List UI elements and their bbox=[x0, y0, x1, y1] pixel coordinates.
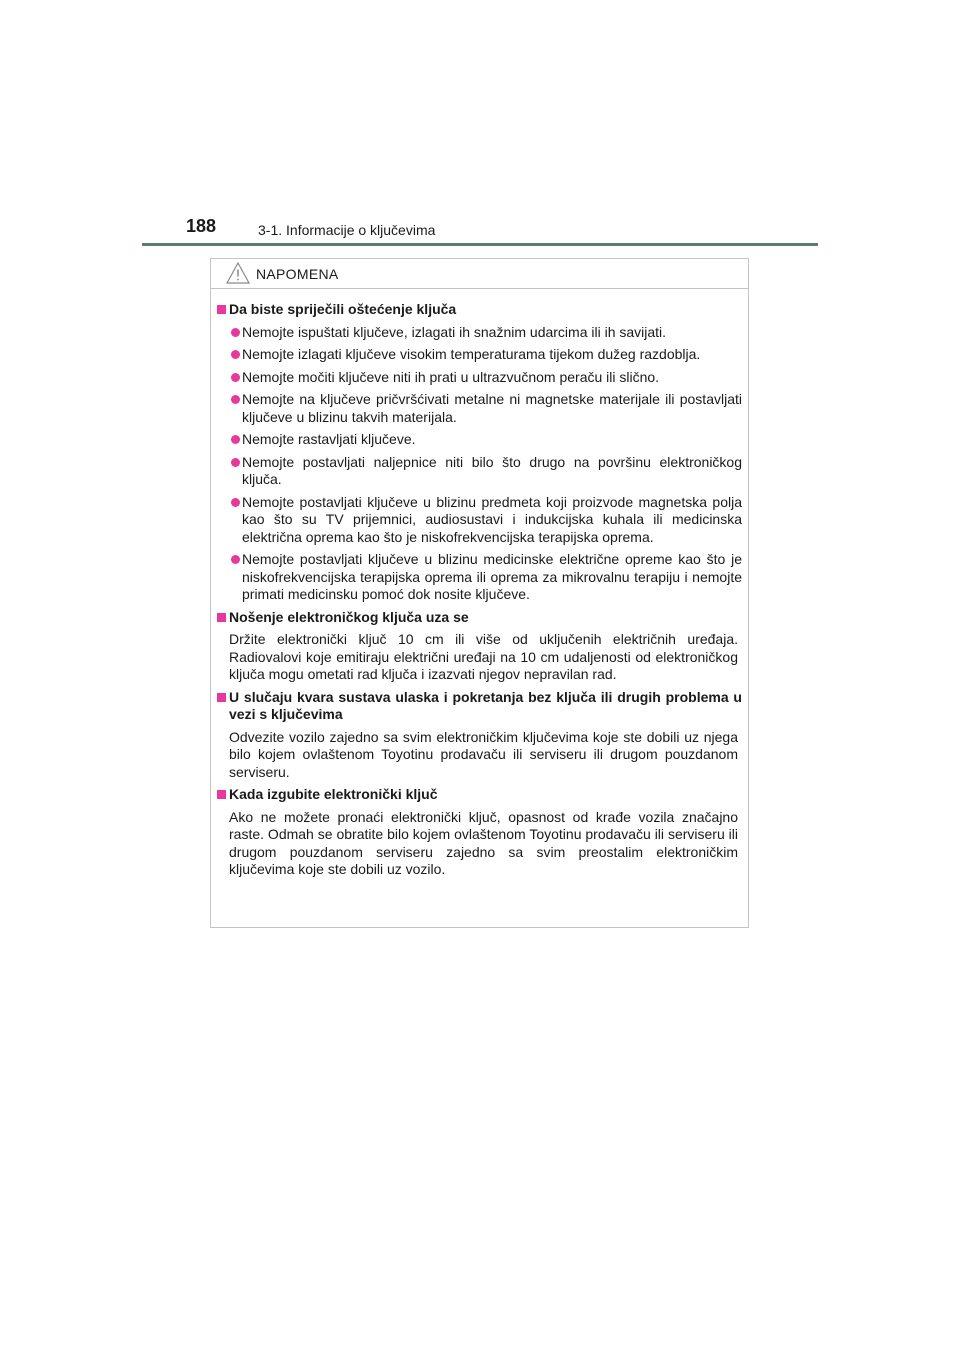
square-bullet-icon bbox=[217, 305, 226, 314]
notice-label: NAPOMENA bbox=[256, 266, 339, 282]
notice-body bbox=[211, 289, 748, 879]
topic-title bbox=[217, 786, 742, 804]
round-bullet-icon bbox=[231, 435, 240, 444]
topic-paragraph: Ako ne možete pronaći elektronički ključ, opasnost od krađe vozila značajno raste. Odmah se obratite bilo kojem ovlaštenom Toyotinu prodavaču ili serviseru ili drugom pouzdanom serviseru zajedno sa svim preostalim elektroničkim ključevima koje ste dobili uz vozilo. bbox=[229, 808, 738, 877]
list-item-text: Nemojte rastavljati ključeve. bbox=[242, 431, 416, 447]
round-bullet-icon bbox=[231, 458, 240, 467]
topic-title bbox=[217, 301, 742, 319]
topic-system-malfunction bbox=[217, 689, 742, 782]
list-item-text: Nemojte postavljati ključeve u blizinu predmeta koji proizvode magnetska polja kao što su TV prijemnici, audiosustavi i indukcijska kuhala ili medicinska električna oprema kao što je niskofrekvencijska terapijska oprema. bbox=[242, 493, 742, 545]
round-bullet-icon bbox=[231, 350, 240, 359]
header-rule bbox=[142, 243, 818, 246]
square-bullet-icon bbox=[217, 693, 226, 702]
list-item bbox=[217, 551, 742, 604]
topic-title-text: Kada izgubite elektronički ključ bbox=[229, 786, 438, 802]
list-item-text: Nemojte postavljati naljepnice niti bilo što drugo na površinu elektroničkog ključa. bbox=[242, 453, 742, 487]
list-item bbox=[217, 454, 742, 489]
topic-paragraph: Odvezite vozilo zajedno sa svim elektroničkim ključevima koje ste dobili uz njega bilo kojem ovlaštenom Toyotinu prodavaču ili serviseru ili drugom pouzdanom serviseru. bbox=[229, 728, 738, 780]
list-item bbox=[217, 431, 742, 449]
section-title: 3-1. Informacije o ključevima bbox=[258, 222, 436, 238]
list-item bbox=[217, 391, 742, 426]
list-item-text: Nemojte izlagati ključeve visokim temperaturama tijekom dužeg razdoblja. bbox=[242, 346, 701, 362]
round-bullet-icon bbox=[231, 555, 240, 564]
topic-title-text: Da biste spriječili oštećenje ključa bbox=[229, 301, 457, 317]
square-bullet-icon bbox=[217, 790, 226, 799]
topic-title bbox=[217, 609, 742, 627]
list-item bbox=[217, 346, 742, 364]
notice-box bbox=[210, 258, 749, 928]
square-bullet-icon bbox=[217, 613, 226, 622]
list-item-text: Nemojte ispuštati ključeve, izlagati ih snažnim udarcima ili ih savijati. bbox=[242, 323, 667, 340]
topic-title bbox=[217, 689, 742, 724]
topic-title-text: Nošenje elektroničkog ključa uza se bbox=[229, 608, 469, 625]
list-item-text: Nemojte močiti ključeve niti ih prati u ultrazvučnom peraču ili slično. bbox=[242, 368, 660, 385]
topic-paragraph: Držite elektronički ključ 10 cm ili više od uključenih električnih uređaja. Radiovalovi koje emitiraju električni uređaji na 10 cm udaljenosti od elektroničkog ključa mogu ometati rad ključa i izazvati njegov nepravilan rad. bbox=[229, 631, 738, 682]
topic-lost-key bbox=[217, 786, 742, 879]
page-number: 188 bbox=[186, 216, 217, 236]
round-bullet-icon bbox=[231, 498, 240, 507]
list-item bbox=[217, 324, 742, 342]
list-item bbox=[217, 369, 742, 387]
topic-key-damage bbox=[217, 301, 742, 604]
list-item-text: Nemojte postavljati ključeve u blizinu medicinske električne opreme kao što je niskofrekvencijska terapijska oprema ili oprema za mikrovalnu terapiju i nemojte primati medicinsku pomoć dok nosite ključeve. bbox=[242, 551, 742, 602]
round-bullet-icon bbox=[231, 395, 240, 404]
list-item bbox=[217, 494, 742, 547]
topic-carrying-key bbox=[217, 609, 742, 684]
list-item-text: Nemojte na ključeve pričvršćivati metalne ni magnetske materijale ili postavljati ključeve u blizinu takvih materijala. bbox=[242, 391, 742, 425]
warning-triangle-icon bbox=[225, 261, 251, 285]
round-bullet-icon bbox=[231, 373, 240, 382]
page-header bbox=[0, 0, 960, 250]
topic-title-text: U slučaju kvara sustava ulaska i pokretanja bez ključa ili drugih problema u vezi s ključevima bbox=[229, 688, 742, 722]
round-bullet-icon bbox=[231, 328, 240, 337]
notice-header bbox=[211, 259, 748, 289]
